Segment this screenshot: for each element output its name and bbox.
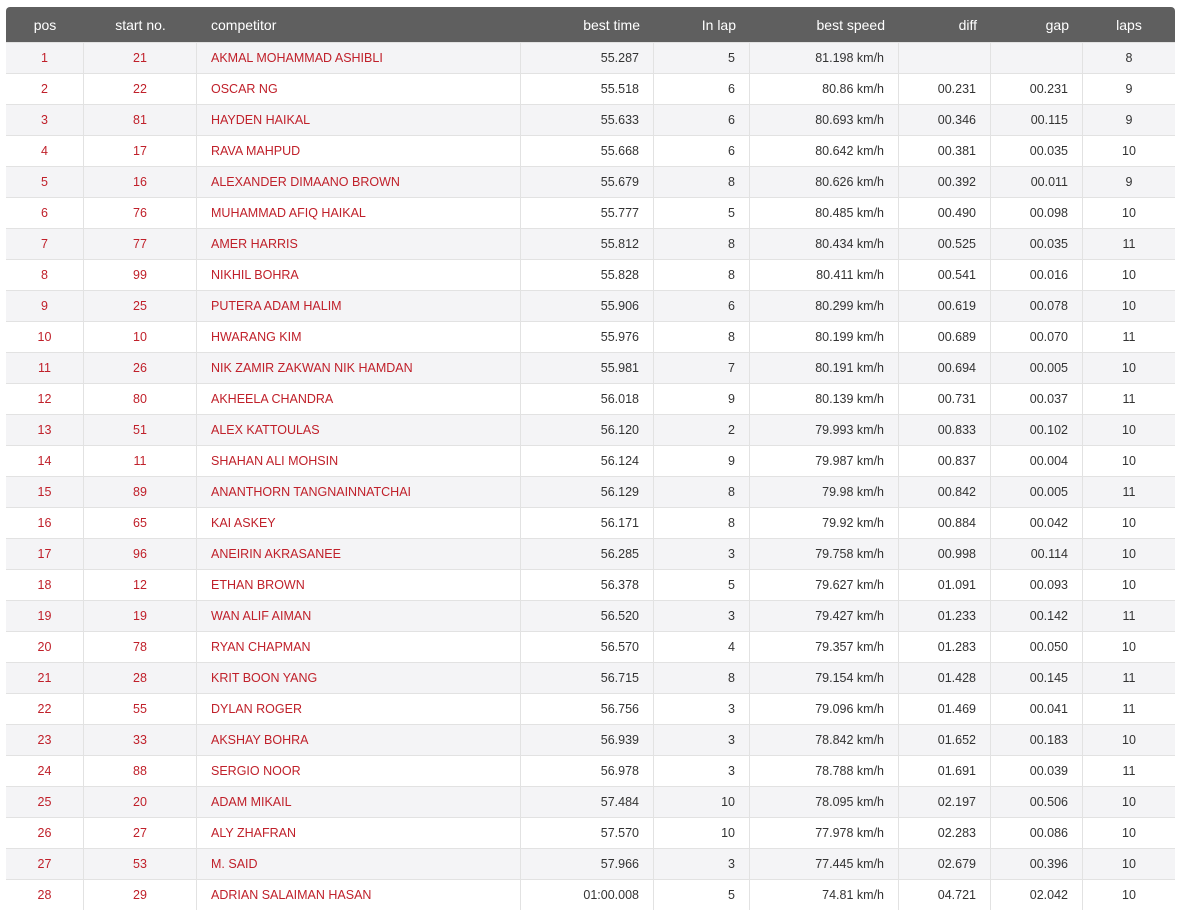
cell-in-lap: 3 bbox=[654, 693, 750, 724]
cell-pos: 3 bbox=[6, 104, 84, 135]
cell-start-no: 21 bbox=[84, 42, 197, 73]
competitor-link[interactable]: AKSHAY BOHRA bbox=[197, 724, 521, 755]
competitor-link[interactable]: ANANTHORN TANGNAINNATCHAI bbox=[197, 476, 521, 507]
cell-in-lap: 3 bbox=[654, 600, 750, 631]
cell-laps: 11 bbox=[1083, 321, 1175, 352]
cell-best-speed: 77.445 km/h bbox=[750, 848, 899, 879]
cell-laps: 11 bbox=[1083, 476, 1175, 507]
cell-best-time: 56.018 bbox=[521, 383, 654, 414]
cell-in-lap: 3 bbox=[654, 724, 750, 755]
cell-laps: 9 bbox=[1083, 73, 1175, 104]
table-row[interactable] bbox=[6, 662, 1175, 693]
cell-best-time: 55.679 bbox=[521, 166, 654, 197]
col-header-best-speed[interactable]: best speed bbox=[750, 7, 899, 42]
cell-diff: 00.525 bbox=[899, 228, 991, 259]
cell-laps: 10 bbox=[1083, 817, 1175, 848]
cell-laps: 10 bbox=[1083, 352, 1175, 383]
cell-gap: 00.037 bbox=[991, 383, 1083, 414]
cell-pos: 12 bbox=[6, 383, 84, 414]
cell-diff: 00.346 bbox=[899, 104, 991, 135]
competitor-link[interactable]: RAVA MAHPUD bbox=[197, 135, 521, 166]
cell-laps: 8 bbox=[1083, 42, 1175, 73]
cell-gap: 00.005 bbox=[991, 352, 1083, 383]
cell-in-lap: 9 bbox=[654, 445, 750, 476]
cell-start-no: 33 bbox=[84, 724, 197, 755]
table-row[interactable] bbox=[6, 290, 1175, 321]
cell-best-speed: 80.411 km/h bbox=[750, 259, 899, 290]
table-row[interactable] bbox=[6, 724, 1175, 755]
cell-pos: 22 bbox=[6, 693, 84, 724]
cell-start-no: 17 bbox=[84, 135, 197, 166]
table-row[interactable] bbox=[6, 538, 1175, 569]
cell-best-speed: 80.626 km/h bbox=[750, 166, 899, 197]
table-row[interactable] bbox=[6, 569, 1175, 600]
cell-best-speed: 79.92 km/h bbox=[750, 507, 899, 538]
cell-diff: 01.091 bbox=[899, 569, 991, 600]
cell-pos: 14 bbox=[6, 445, 84, 476]
cell-in-lap: 5 bbox=[654, 42, 750, 73]
cell-laps: 10 bbox=[1083, 507, 1175, 538]
cell-best-time: 56.939 bbox=[521, 724, 654, 755]
cell-pos: 6 bbox=[6, 197, 84, 228]
col-header-gap[interactable]: gap bbox=[991, 7, 1083, 42]
cell-best-time: 56.570 bbox=[521, 631, 654, 662]
cell-best-time: 55.812 bbox=[521, 228, 654, 259]
cell-in-lap: 6 bbox=[654, 135, 750, 166]
competitor-link[interactable]: AKMAL MOHAMMAD ASHIBLI bbox=[197, 42, 521, 73]
cell-gap: 00.231 bbox=[991, 73, 1083, 104]
table-row[interactable] bbox=[6, 352, 1175, 383]
col-header-start-no[interactable]: start no. bbox=[84, 7, 197, 42]
cell-best-time: 57.966 bbox=[521, 848, 654, 879]
cell-best-time: 55.287 bbox=[521, 42, 654, 73]
cell-pos: 24 bbox=[6, 755, 84, 786]
cell-diff: 01.428 bbox=[899, 662, 991, 693]
cell-best-speed: 80.485 km/h bbox=[750, 197, 899, 228]
cell-pos: 23 bbox=[6, 724, 84, 755]
cell-best-speed: 80.86 km/h bbox=[750, 73, 899, 104]
competitor-link[interactable]: AKHEELA CHANDRA bbox=[197, 383, 521, 414]
cell-gap: 00.035 bbox=[991, 228, 1083, 259]
competitor-link[interactable]: KRIT BOON YANG bbox=[197, 662, 521, 693]
cell-laps: 11 bbox=[1083, 755, 1175, 786]
competitor-link[interactable]: DYLAN ROGER bbox=[197, 693, 521, 724]
cell-gap: 00.004 bbox=[991, 445, 1083, 476]
cell-best-speed: 79.993 km/h bbox=[750, 414, 899, 445]
cell-diff bbox=[899, 42, 991, 73]
cell-laps: 10 bbox=[1083, 848, 1175, 879]
cell-best-time: 55.976 bbox=[521, 321, 654, 352]
cell-diff: 00.731 bbox=[899, 383, 991, 414]
cell-best-time: 56.715 bbox=[521, 662, 654, 693]
cell-diff: 00.694 bbox=[899, 352, 991, 383]
cell-diff: 00.842 bbox=[899, 476, 991, 507]
competitor-link[interactable]: NIK ZAMIR ZAKWAN NIK HAMDAN bbox=[197, 352, 521, 383]
cell-start-no: 55 bbox=[84, 693, 197, 724]
cell-diff: 02.197 bbox=[899, 786, 991, 817]
cell-pos: 16 bbox=[6, 507, 84, 538]
cell-best-time: 56.520 bbox=[521, 600, 654, 631]
cell-in-lap: 8 bbox=[654, 476, 750, 507]
cell-laps: 10 bbox=[1083, 724, 1175, 755]
cell-diff: 04.721 bbox=[899, 879, 991, 910]
cell-start-no: 12 bbox=[84, 569, 197, 600]
competitor-link[interactable]: ADRIAN SALAIMAN HASAN bbox=[197, 879, 521, 910]
cell-pos: 19 bbox=[6, 600, 84, 631]
cell-gap: 00.078 bbox=[991, 290, 1083, 321]
cell-pos: 21 bbox=[6, 662, 84, 693]
cell-best-speed: 80.434 km/h bbox=[750, 228, 899, 259]
cell-pos: 1 bbox=[6, 42, 84, 73]
cell-gap: 00.145 bbox=[991, 662, 1083, 693]
table-row[interactable] bbox=[6, 197, 1175, 228]
cell-in-lap: 6 bbox=[654, 104, 750, 135]
cell-gap: 00.396 bbox=[991, 848, 1083, 879]
cell-laps: 10 bbox=[1083, 879, 1175, 910]
table-row[interactable] bbox=[6, 259, 1175, 290]
competitor-link[interactable]: ETHAN BROWN bbox=[197, 569, 521, 600]
cell-pos: 28 bbox=[6, 879, 84, 910]
table-row[interactable] bbox=[6, 228, 1175, 259]
table-row[interactable] bbox=[6, 600, 1175, 631]
cell-best-time: 55.981 bbox=[521, 352, 654, 383]
cell-best-time: 55.828 bbox=[521, 259, 654, 290]
cell-gap: 00.506 bbox=[991, 786, 1083, 817]
cell-diff: 02.679 bbox=[899, 848, 991, 879]
cell-start-no: 22 bbox=[84, 73, 197, 104]
table-row[interactable] bbox=[6, 42, 1175, 73]
cell-best-speed: 79.357 km/h bbox=[750, 631, 899, 662]
col-header-competitor[interactable]: competitor bbox=[197, 7, 521, 42]
cell-start-no: 11 bbox=[84, 445, 197, 476]
cell-pos: 20 bbox=[6, 631, 84, 662]
cell-pos: 10 bbox=[6, 321, 84, 352]
cell-laps: 11 bbox=[1083, 383, 1175, 414]
competitor-link[interactable]: OSCAR NG bbox=[197, 73, 521, 104]
table-row[interactable] bbox=[6, 414, 1175, 445]
cell-gap bbox=[991, 42, 1083, 73]
cell-gap: 00.041 bbox=[991, 693, 1083, 724]
cell-best-time: 57.570 bbox=[521, 817, 654, 848]
cell-best-speed: 79.154 km/h bbox=[750, 662, 899, 693]
competitor-link[interactable]: HAYDEN HAIKAL bbox=[197, 104, 521, 135]
cell-start-no: 89 bbox=[84, 476, 197, 507]
cell-laps: 11 bbox=[1083, 228, 1175, 259]
cell-diff: 00.884 bbox=[899, 507, 991, 538]
cell-best-time: 56.124 bbox=[521, 445, 654, 476]
cell-diff: 00.381 bbox=[899, 135, 991, 166]
cell-laps: 11 bbox=[1083, 693, 1175, 724]
cell-laps: 10 bbox=[1083, 290, 1175, 321]
cell-pos: 4 bbox=[6, 135, 84, 166]
cell-in-lap: 8 bbox=[654, 662, 750, 693]
cell-pos: 11 bbox=[6, 352, 84, 383]
cell-diff: 00.490 bbox=[899, 197, 991, 228]
table-row[interactable] bbox=[6, 476, 1175, 507]
cell-best-speed: 78.788 km/h bbox=[750, 755, 899, 786]
cell-start-no: 81 bbox=[84, 104, 197, 135]
competitor-link[interactable]: SHAHAN ALI MOHSIN bbox=[197, 445, 521, 476]
cell-pos: 25 bbox=[6, 786, 84, 817]
cell-start-no: 28 bbox=[84, 662, 197, 693]
competitor-link[interactable]: PUTERA ADAM HALIM bbox=[197, 290, 521, 321]
cell-best-speed: 80.299 km/h bbox=[750, 290, 899, 321]
cell-best-time: 56.378 bbox=[521, 569, 654, 600]
cell-start-no: 96 bbox=[84, 538, 197, 569]
competitor-link[interactable]: ANEIRIN AKRASANEE bbox=[197, 538, 521, 569]
cell-in-lap: 3 bbox=[654, 848, 750, 879]
cell-best-speed: 80.642 km/h bbox=[750, 135, 899, 166]
cell-pos: 2 bbox=[6, 73, 84, 104]
cell-best-time: 56.171 bbox=[521, 507, 654, 538]
cell-start-no: 77 bbox=[84, 228, 197, 259]
cell-gap: 00.016 bbox=[991, 259, 1083, 290]
cell-in-lap: 2 bbox=[654, 414, 750, 445]
cell-in-lap: 8 bbox=[654, 321, 750, 352]
cell-start-no: 99 bbox=[84, 259, 197, 290]
table-row[interactable] bbox=[6, 321, 1175, 352]
cell-diff: 00.833 bbox=[899, 414, 991, 445]
cell-gap: 00.070 bbox=[991, 321, 1083, 352]
cell-gap: 00.098 bbox=[991, 197, 1083, 228]
cell-pos: 7 bbox=[6, 228, 84, 259]
cell-gap: 00.115 bbox=[991, 104, 1083, 135]
table-row[interactable] bbox=[6, 631, 1175, 662]
cell-start-no: 16 bbox=[84, 166, 197, 197]
table-row[interactable] bbox=[6, 817, 1175, 848]
cell-best-speed: 79.98 km/h bbox=[750, 476, 899, 507]
cell-gap: 00.114 bbox=[991, 538, 1083, 569]
cell-in-lap: 8 bbox=[654, 166, 750, 197]
cell-start-no: 80 bbox=[84, 383, 197, 414]
table-row[interactable] bbox=[6, 786, 1175, 817]
competitor-link[interactable]: KAI ASKEY bbox=[197, 507, 521, 538]
cell-best-speed: 80.191 km/h bbox=[750, 352, 899, 383]
cell-pos: 9 bbox=[6, 290, 84, 321]
cell-start-no: 26 bbox=[84, 352, 197, 383]
col-header-laps[interactable]: laps bbox=[1083, 7, 1175, 42]
cell-gap: 00.042 bbox=[991, 507, 1083, 538]
cell-in-lap: 3 bbox=[654, 538, 750, 569]
cell-start-no: 19 bbox=[84, 600, 197, 631]
table-row[interactable] bbox=[6, 879, 1175, 910]
cell-start-no: 10 bbox=[84, 321, 197, 352]
col-header-in-lap[interactable]: In lap bbox=[654, 7, 750, 42]
cell-best-speed: 78.095 km/h bbox=[750, 786, 899, 817]
cell-start-no: 27 bbox=[84, 817, 197, 848]
cell-diff: 01.233 bbox=[899, 600, 991, 631]
cell-diff: 00.998 bbox=[899, 538, 991, 569]
cell-start-no: 88 bbox=[84, 755, 197, 786]
cell-in-lap: 5 bbox=[654, 879, 750, 910]
cell-start-no: 29 bbox=[84, 879, 197, 910]
competitor-link[interactable]: M. SAID bbox=[197, 848, 521, 879]
competitor-link[interactable]: AMER HARRIS bbox=[197, 228, 521, 259]
cell-laps: 10 bbox=[1083, 786, 1175, 817]
competitor-link[interactable]: RYAN CHAPMAN bbox=[197, 631, 521, 662]
cell-gap: 00.183 bbox=[991, 724, 1083, 755]
cell-best-speed: 77.978 km/h bbox=[750, 817, 899, 848]
cell-best-time: 57.484 bbox=[521, 786, 654, 817]
header-row bbox=[6, 7, 1175, 42]
cell-laps: 10 bbox=[1083, 197, 1175, 228]
cell-diff: 01.283 bbox=[899, 631, 991, 662]
cell-diff: 00.541 bbox=[899, 259, 991, 290]
cell-best-time: 55.518 bbox=[521, 73, 654, 104]
cell-gap: 00.086 bbox=[991, 817, 1083, 848]
cell-best-time: 01:00.008 bbox=[521, 879, 654, 910]
competitor-link[interactable]: ALEX KATTOULAS bbox=[197, 414, 521, 445]
competitor-link[interactable]: WAN ALIF AIMAN bbox=[197, 600, 521, 631]
cell-laps: 10 bbox=[1083, 414, 1175, 445]
cell-start-no: 25 bbox=[84, 290, 197, 321]
cell-pos: 27 bbox=[6, 848, 84, 879]
table-row[interactable] bbox=[6, 135, 1175, 166]
cell-in-lap: 3 bbox=[654, 755, 750, 786]
cell-best-speed: 79.427 km/h bbox=[750, 600, 899, 631]
col-header-best-time[interactable]: best time bbox=[521, 7, 654, 42]
cell-laps: 10 bbox=[1083, 538, 1175, 569]
cell-diff: 02.283 bbox=[899, 817, 991, 848]
cell-pos: 13 bbox=[6, 414, 84, 445]
cell-best-speed: 80.139 km/h bbox=[750, 383, 899, 414]
cell-best-time: 55.668 bbox=[521, 135, 654, 166]
cell-start-no: 51 bbox=[84, 414, 197, 445]
cell-laps: 10 bbox=[1083, 445, 1175, 476]
cell-gap: 00.011 bbox=[991, 166, 1083, 197]
cell-gap: 00.050 bbox=[991, 631, 1083, 662]
cell-best-time: 55.906 bbox=[521, 290, 654, 321]
cell-best-speed: 74.81 km/h bbox=[750, 879, 899, 910]
table-row[interactable] bbox=[6, 755, 1175, 786]
table-row[interactable] bbox=[6, 383, 1175, 414]
cell-best-time: 55.633 bbox=[521, 104, 654, 135]
cell-best-time: 56.120 bbox=[521, 414, 654, 445]
cell-pos: 5 bbox=[6, 166, 84, 197]
cell-in-lap: 9 bbox=[654, 383, 750, 414]
cell-pos: 26 bbox=[6, 817, 84, 848]
cell-laps: 11 bbox=[1083, 662, 1175, 693]
cell-in-lap: 10 bbox=[654, 817, 750, 848]
cell-laps: 10 bbox=[1083, 631, 1175, 662]
cell-diff: 00.619 bbox=[899, 290, 991, 321]
cell-best-speed: 79.096 km/h bbox=[750, 693, 899, 724]
cell-in-lap: 5 bbox=[654, 569, 750, 600]
cell-start-no: 76 bbox=[84, 197, 197, 228]
cell-start-no: 53 bbox=[84, 848, 197, 879]
cell-in-lap: 7 bbox=[654, 352, 750, 383]
cell-start-no: 65 bbox=[84, 507, 197, 538]
cell-diff: 00.689 bbox=[899, 321, 991, 352]
table-row[interactable] bbox=[6, 166, 1175, 197]
cell-diff: 00.837 bbox=[899, 445, 991, 476]
cell-gap: 00.093 bbox=[991, 569, 1083, 600]
cell-gap: 00.035 bbox=[991, 135, 1083, 166]
cell-in-lap: 8 bbox=[654, 259, 750, 290]
cell-pos: 18 bbox=[6, 569, 84, 600]
cell-gap: 02.042 bbox=[991, 879, 1083, 910]
cell-gap: 00.039 bbox=[991, 755, 1083, 786]
cell-gap: 00.142 bbox=[991, 600, 1083, 631]
cell-start-no: 20 bbox=[84, 786, 197, 817]
cell-laps: 10 bbox=[1083, 259, 1175, 290]
table-row[interactable] bbox=[6, 848, 1175, 879]
cell-in-lap: 6 bbox=[654, 290, 750, 321]
cell-in-lap: 5 bbox=[654, 197, 750, 228]
cell-pos: 17 bbox=[6, 538, 84, 569]
table-row[interactable] bbox=[6, 104, 1175, 135]
competitor-link[interactable]: ALEXANDER DIMAANO BROWN bbox=[197, 166, 521, 197]
cell-diff: 00.231 bbox=[899, 73, 991, 104]
table-row[interactable] bbox=[6, 73, 1175, 104]
results-body bbox=[6, 42, 1175, 910]
col-header-diff[interactable]: diff bbox=[899, 7, 991, 42]
cell-pos: 15 bbox=[6, 476, 84, 507]
table-row[interactable] bbox=[6, 693, 1175, 724]
cell-diff: 00.392 bbox=[899, 166, 991, 197]
cell-in-lap: 4 bbox=[654, 631, 750, 662]
cell-best-time: 56.756 bbox=[521, 693, 654, 724]
cell-best-speed: 79.987 km/h bbox=[750, 445, 899, 476]
col-header-pos[interactable]: pos bbox=[6, 7, 84, 42]
competitor-link[interactable]: HWARANG KIM bbox=[197, 321, 521, 352]
cell-best-speed: 81.198 km/h bbox=[750, 42, 899, 73]
table-row[interactable] bbox=[6, 445, 1175, 476]
cell-in-lap: 6 bbox=[654, 73, 750, 104]
cell-gap: 00.102 bbox=[991, 414, 1083, 445]
cell-best-time: 55.777 bbox=[521, 197, 654, 228]
competitor-link[interactable]: NIKHIL BOHRA bbox=[197, 259, 521, 290]
cell-laps: 10 bbox=[1083, 135, 1175, 166]
cell-best-speed: 79.758 km/h bbox=[750, 538, 899, 569]
cell-best-speed: 78.842 km/h bbox=[750, 724, 899, 755]
cell-laps: 9 bbox=[1083, 166, 1175, 197]
table-row[interactable] bbox=[6, 507, 1175, 538]
cell-best-speed: 79.627 km/h bbox=[750, 569, 899, 600]
cell-best-speed: 80.199 km/h bbox=[750, 321, 899, 352]
cell-diff: 01.691 bbox=[899, 755, 991, 786]
cell-diff: 01.652 bbox=[899, 724, 991, 755]
cell-laps: 10 bbox=[1083, 569, 1175, 600]
cell-laps: 9 bbox=[1083, 104, 1175, 135]
cell-in-lap: 8 bbox=[654, 507, 750, 538]
cell-laps: 11 bbox=[1083, 600, 1175, 631]
cell-diff: 01.469 bbox=[899, 693, 991, 724]
competitor-link[interactable]: ADAM MIKAIL bbox=[197, 786, 521, 817]
competitor-link[interactable]: MUHAMMAD AFIQ HAIKAL bbox=[197, 197, 521, 228]
competitor-link[interactable]: ALY ZHAFRAN bbox=[197, 817, 521, 848]
cell-pos: 8 bbox=[6, 259, 84, 290]
cell-gap: 00.005 bbox=[991, 476, 1083, 507]
cell-start-no: 78 bbox=[84, 631, 197, 662]
cell-in-lap: 8 bbox=[654, 228, 750, 259]
competitor-link[interactable]: SERGIO NOOR bbox=[197, 755, 521, 786]
cell-best-time: 56.285 bbox=[521, 538, 654, 569]
results-table bbox=[6, 7, 1175, 910]
cell-best-time: 56.129 bbox=[521, 476, 654, 507]
cell-best-time: 56.978 bbox=[521, 755, 654, 786]
cell-best-speed: 80.693 km/h bbox=[750, 104, 899, 135]
cell-in-lap: 10 bbox=[654, 786, 750, 817]
